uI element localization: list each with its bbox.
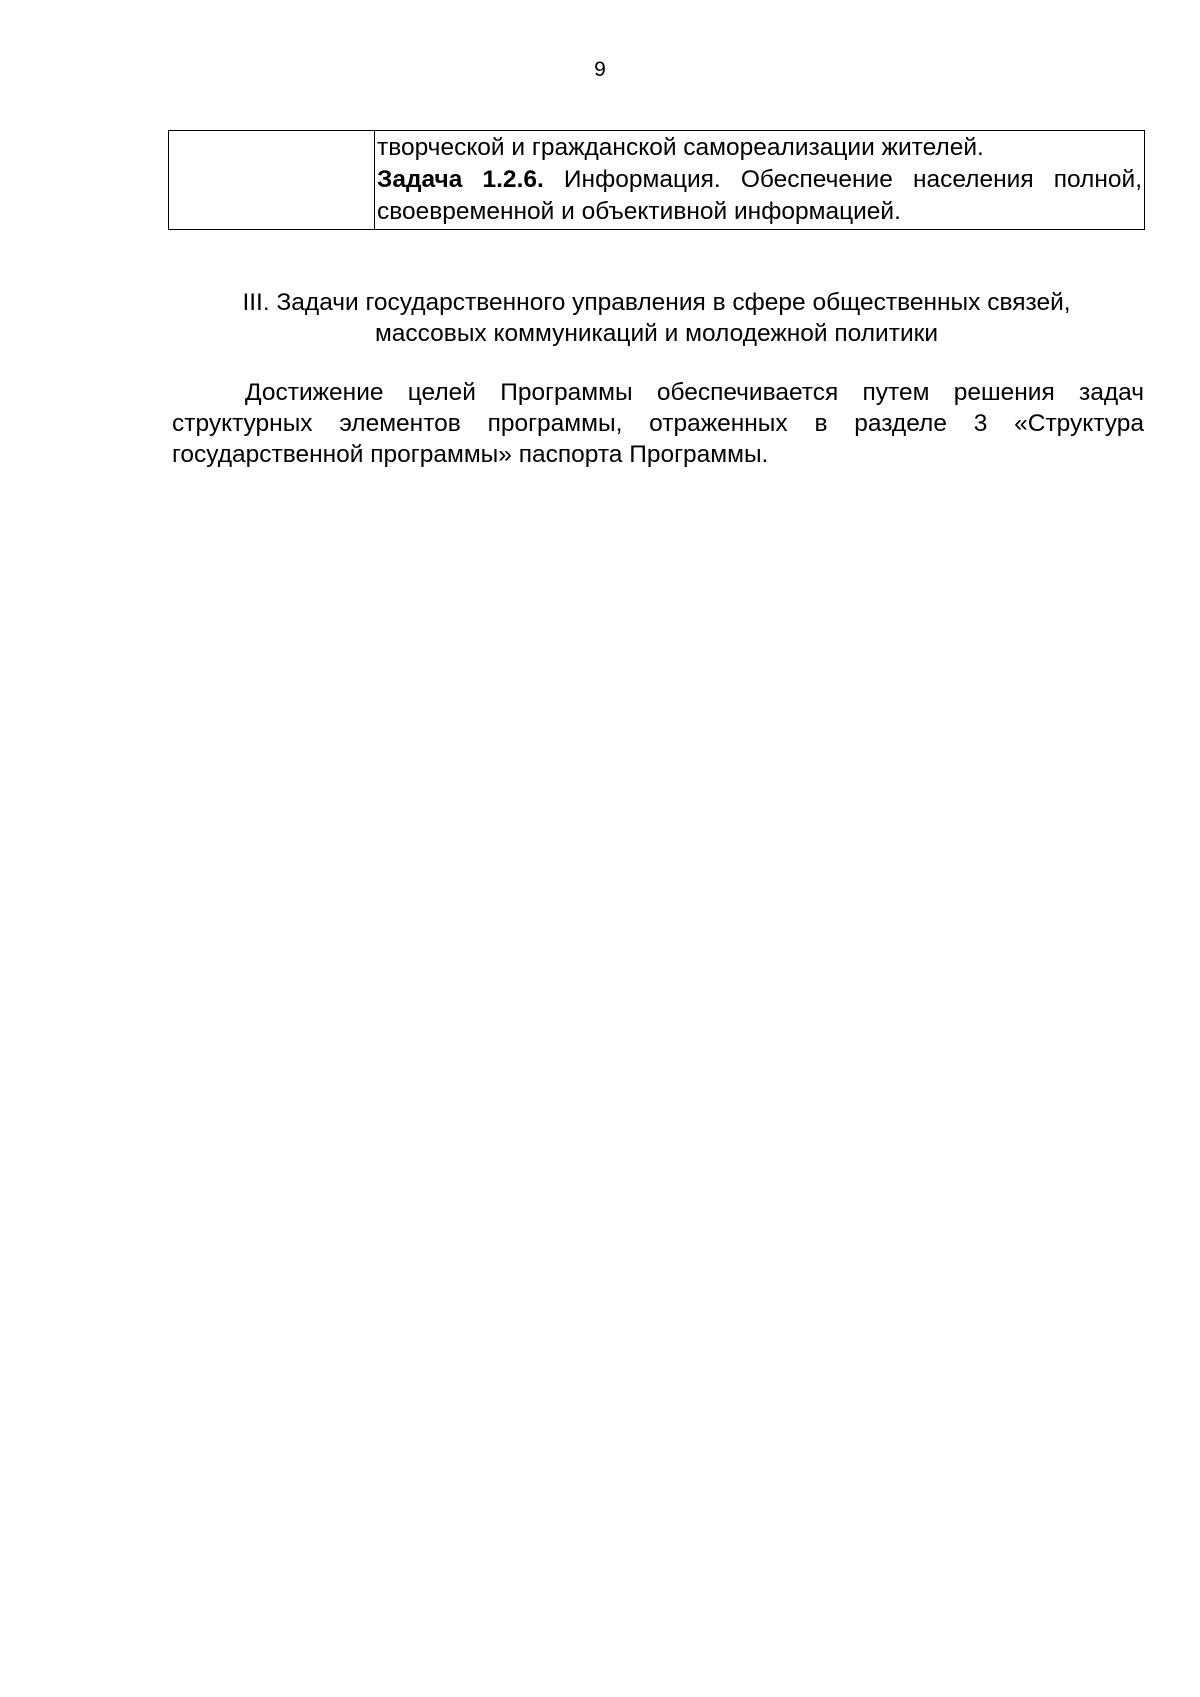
page-number: 9: [594, 58, 606, 81]
table-cell-left: [169, 131, 375, 230]
body-paragraph: Достижение целей Программы обеспечивается путем решения задач структурных элементов программы, отраженных в разделе 3 «Структура государственной программы» паспорта Программы.: [172, 379, 1144, 468]
table-cell-right: [375, 131, 1145, 230]
section-heading-line-2: массовых коммуникаций и молодежной политики: [374, 320, 939, 347]
task-paragraph: [377, 164, 1142, 228]
task-label: Задача 1.2.6.: [377, 166, 544, 193]
cell-text-line: творческой и гражданской самореализации жителей.: [377, 134, 984, 161]
continuation-table: [168, 130, 1145, 230]
section-heading: [168, 287, 1145, 349]
section-heading-line-1: III. Задачи государственного управления в сфере общественных связей,: [242, 289, 1071, 316]
task-text: Информация. Обеспечение населения полной, своевременной и объективной информацией.: [377, 166, 1142, 225]
table-row: [169, 131, 1145, 230]
